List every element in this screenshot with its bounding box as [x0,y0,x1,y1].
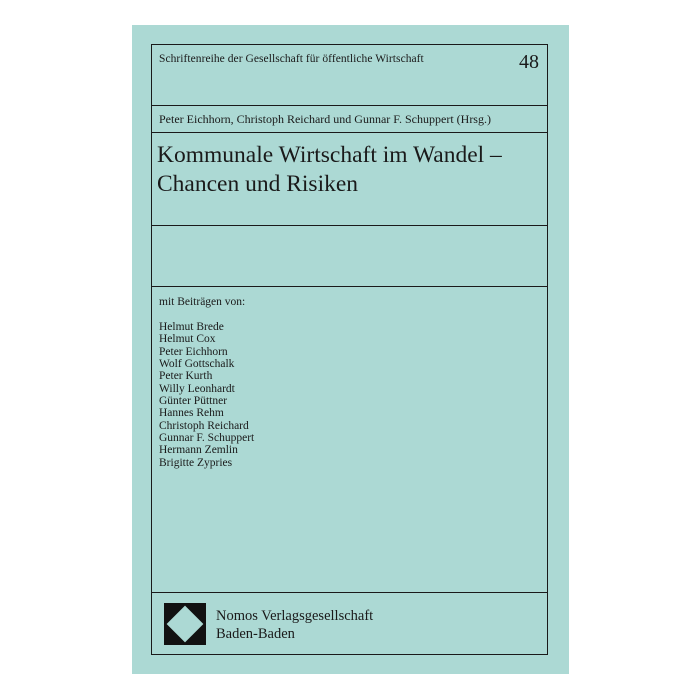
contributors-list [159,321,254,469]
contributor-name: Helmut Brede [159,321,224,333]
divider-line [152,132,547,133]
divider-line [152,225,547,226]
contributor-name: Hermann Zemlin [159,444,238,457]
contributor-name: Wolf Gottschalk [159,358,235,371]
contributor-name: Peter Eichhorn [159,345,228,358]
contributor-name: Helmut Cox [159,333,216,346]
editors-line: Peter Eichhorn, Christoph Reichard und Gunnar F. Schuppert (Hrsg.) [159,112,491,126]
nomos-diamond-logo-icon [164,603,206,645]
publisher-location: Baden-Baden [216,626,295,642]
publisher-block [216,607,373,643]
book-cover [132,25,569,674]
divider-line [152,105,547,106]
contributor-name: Peter Kurth [159,370,213,383]
contributors-label: mit Beiträgen von: [159,296,246,308]
contributor-name: Gunnar F. Schuppert [159,432,255,445]
contributor-name: Willy Leonhardt [159,382,235,395]
book-title-line-2: Chancen und Risiken [157,171,359,197]
book-title-line-1: Kommunale Wirtschaft im Wandel – [157,142,502,168]
publisher-name: Nomos Verlagsgesellschaft [216,608,374,624]
book-title [157,141,537,199]
contributor-name: Christoph Reichard [159,419,249,432]
volume-number: 48 [519,51,539,73]
cover-frame [151,44,548,655]
divider-line [152,592,547,593]
contributor-name: Günter Püttner [159,395,228,408]
logo-diamond-shape [167,606,204,643]
contributor-name: Hannes Rehm [159,407,224,420]
series-title: Schriftenreihe der Gesellschaft für öffentliche Wirtschaft [159,53,424,65]
divider-line [152,286,547,287]
contributor-name: Brigitte Zypries [159,456,233,469]
